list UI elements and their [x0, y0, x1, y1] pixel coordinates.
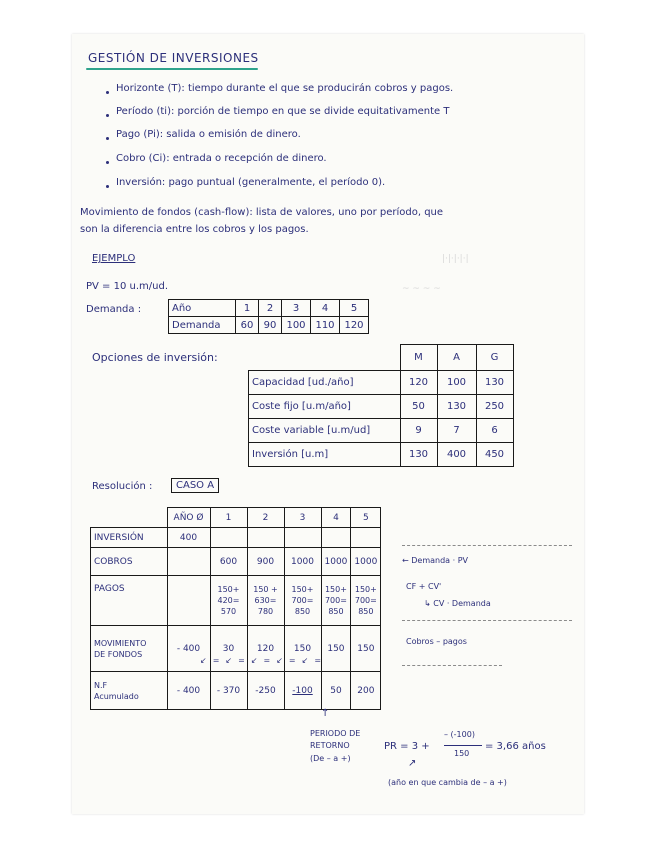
cashflow-header-1: 1 [210, 508, 247, 528]
page-title: GESTIÓN DE INVERSIONES [88, 51, 259, 65]
cashflow-definition-line1: Movimiento de fondos (cash-flow): lista de valores, uno por período, que [80, 207, 444, 218]
cashflow-table [90, 507, 381, 710]
cobros-year3: 1000 [284, 548, 321, 576]
demand-value-5: 120 [340, 317, 369, 334]
demand-row-label: Demanda [169, 317, 236, 334]
option-row-investment: Inversión [u.m] [249, 443, 401, 467]
note-pagos-cv: ↳ CV · Demanda [424, 599, 491, 608]
demand-header-year: Año [169, 300, 236, 317]
option-row-capacity: Capacidad [ud./año] [249, 371, 401, 395]
option-G-investment: 450 [476, 443, 513, 467]
dashed-line [402, 545, 572, 546]
pagos-year5: 150+ 700= 850 [351, 576, 381, 626]
bullet-periodo: Período (ti): porción de tiempo en que se divide equitativamente T [116, 106, 450, 117]
mov-year5: 150 [351, 626, 381, 672]
case-box: CASO A [171, 478, 219, 493]
cashflow-header-5: 5 [351, 508, 381, 528]
bullet-dot [106, 161, 109, 164]
pagos-year4: 150+ 700= 850 [321, 576, 351, 626]
up-arrow-icon: ↗ [408, 758, 417, 769]
option-A-fixed-cost: 130 [437, 395, 476, 419]
payback-formula-left: PR = 3 + [384, 741, 430, 752]
demand-value-1: 60 [236, 317, 259, 334]
payback-label-1: PERIODO DE [310, 729, 361, 738]
demand-header-2: 2 [259, 300, 282, 317]
row-label-pagos: PAGOS [91, 576, 168, 626]
payback-label-2: RETORNO [310, 741, 350, 750]
cashflow-header-4: 4 [321, 508, 351, 528]
mov-year0: - 400 [167, 626, 210, 672]
example-heading: EJEMPLO [92, 253, 136, 264]
note-pagos: CF + CV' [406, 582, 442, 591]
option-G-capacity: 130 [476, 371, 513, 395]
inversion-year0: 400 [167, 528, 210, 548]
cashflow-definition-line2: son la diferencia entre los cobros y los pagos. [80, 224, 309, 235]
row-label-movimiento: MOVIMIENTO DE FONDOS [91, 626, 168, 672]
option-G-variable-cost: 6 [476, 419, 513, 443]
bullet-dot [106, 185, 109, 188]
nf-year1: - 370 [210, 672, 247, 710]
bullet-horizonte: Horizonte (T): tiempo durante el que se producirán cobros y pagos. [116, 83, 454, 94]
mov-year3: 150 [284, 626, 321, 672]
demand-value-2: 90 [259, 317, 282, 334]
mov-year4: 150 [321, 626, 351, 672]
demand-label: Demanda : [86, 304, 142, 315]
notebook-page [72, 34, 584, 814]
nf-year4: 50 [321, 672, 351, 710]
cashflow-header-2: 2 [247, 508, 284, 528]
pagos-year3: 150+ 700= 850 [284, 576, 321, 626]
fraction-bar [444, 745, 482, 746]
example-pv: PV = 10 u.m/ud. [86, 281, 169, 292]
nf-year3: -100 [284, 672, 321, 710]
mov-year2: 120 [247, 626, 284, 672]
payback-result: = 3,66 años [485, 741, 546, 752]
demand-value-3: 100 [282, 317, 311, 334]
payback-note: (año en que cambia de – a +) [388, 778, 507, 787]
resolution-label: Resolución : [92, 481, 153, 492]
payback-denominator: 150 [454, 749, 470, 758]
nf-year0: - 400 [167, 672, 210, 710]
cobros-year5: 1000 [351, 548, 381, 576]
option-A-variable-cost: 7 [437, 419, 476, 443]
pagos-year2: 150 + 630= 780 [247, 576, 284, 626]
row-label-nf-acumulado: N.F Acumulado [91, 672, 168, 710]
bullet-inversion: Inversión: pago puntual (generalmente, el período 0). [116, 177, 386, 188]
option-G-fixed-cost: 250 [476, 395, 513, 419]
cobros-year2: 900 [247, 548, 284, 576]
payback-numerator: – (-100) [444, 730, 475, 739]
bullet-dot [106, 91, 109, 94]
demand-value-4: 110 [311, 317, 340, 334]
demand-header-3: 3 [282, 300, 311, 317]
bleed-through-text: ~ ~ ~ ~ [402, 284, 441, 294]
demand-header-5: 5 [340, 300, 369, 317]
option-header-A: A [437, 345, 476, 371]
option-header-M: M [400, 345, 437, 371]
option-M-capacity: 120 [400, 371, 437, 395]
cashflow-header-year0: AÑO Ø [167, 508, 210, 528]
option-row-fixed-cost: Coste fijo [u.m/año] [249, 395, 401, 419]
dashed-line [402, 665, 502, 666]
option-M-variable-cost: 9 [400, 419, 437, 443]
investment-options-label: Opciones de inversión: [92, 351, 218, 364]
bullet-pago: Pago (Pi): salida o emisión de dinero. [116, 129, 301, 140]
mov-year1: 30 [210, 626, 247, 672]
title-underline [86, 68, 258, 70]
bleed-through-text: |·|·|·|·| [442, 254, 469, 264]
row-label-cobros: COBROS [91, 548, 168, 576]
accumulation-arrows: ↙=↙=↙=↙=↙= [200, 656, 328, 665]
note-cobros: ← Demanda · PV [402, 556, 468, 565]
up-arrow-icon: ↑ [321, 708, 330, 719]
nf-year5: 200 [351, 672, 381, 710]
option-M-fixed-cost: 50 [400, 395, 437, 419]
demand-header-4: 4 [311, 300, 340, 317]
cashflow-header-3: 3 [284, 508, 321, 528]
option-row-variable-cost: Coste variable [u.m/ud] [249, 419, 401, 443]
pagos-year1: 150+ 420= 570 [210, 576, 247, 626]
demand-table [168, 299, 369, 334]
option-header-G: G [476, 345, 513, 371]
option-A-investment: 400 [437, 443, 476, 467]
dashed-line [402, 620, 572, 621]
investment-options-table [248, 344, 514, 467]
nf-year2: -250 [247, 672, 284, 710]
note-movimiento: Cobros – pagos [406, 637, 467, 646]
row-label-inversion: INVERSIÓN [91, 528, 168, 548]
demand-header-1: 1 [236, 300, 259, 317]
option-A-capacity: 100 [437, 371, 476, 395]
option-M-investment: 130 [400, 443, 437, 467]
cobros-year1: 600 [210, 548, 247, 576]
bullet-cobro: Cobro (Ci): entrada o recepción de dinero. [116, 153, 327, 164]
payback-label-3: (De – a +) [310, 754, 351, 763]
bullet-dot [106, 114, 109, 117]
cobros-year4: 1000 [321, 548, 351, 576]
bullet-dot [106, 137, 109, 140]
